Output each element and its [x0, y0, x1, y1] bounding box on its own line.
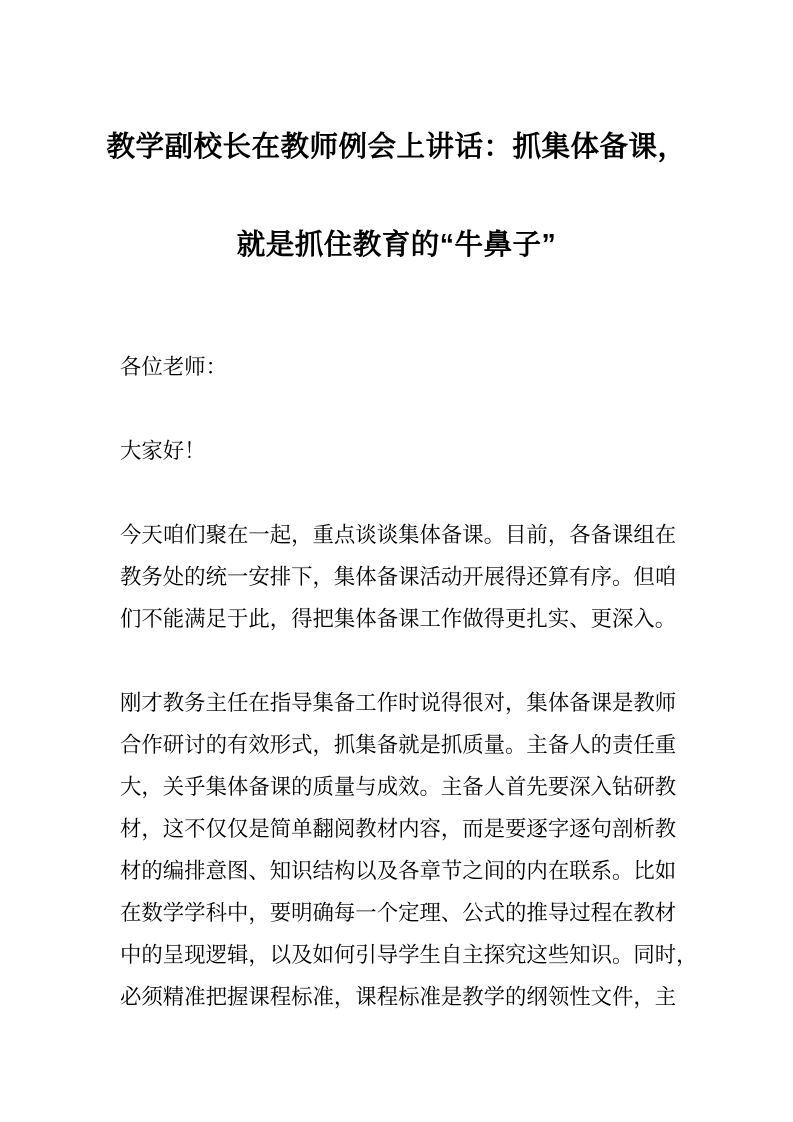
text-line: 材的编排意图、知识结构以及各章节之间的内在联系。比如 [120, 859, 677, 883]
text-line: 必须精准把握课程标准，课程标准是教学的纲领性文件，主 [120, 985, 677, 1009]
text-line: 合作研讨的有效形式，抓集备就是抓质量。主备人的责任重 [120, 733, 677, 757]
paragraph-salutation [120, 346, 677, 388]
paragraph-body-2 [120, 682, 698, 1018]
title-line-1: 教学副校长在教师例会上讲话：抓集体备课， [106, 131, 687, 163]
text-line: 材，这不仅仅是简单翻阅教材内容，而是要逐字逐句剖析教 [120, 817, 677, 841]
text-line: 今天咱们聚在一起，重点谈谈集体备课。目前，各备课组在 [120, 523, 677, 547]
text-line: 中的呈现逻辑，以及如何引导学生自主探究这些知识。同时， [120, 943, 698, 967]
text-line: 在数学学科中，要明确每一个定理、公式的推导过程在教材 [120, 901, 677, 925]
text-line: 大家好！ [120, 439, 206, 463]
text-line: 大，关乎集体备课的质量与成效。主备人首先要深入钻研教 [120, 775, 677, 799]
text-line: 各位老师： [120, 355, 227, 379]
document-body [120, 346, 698, 1060]
text-line: 们不能满足于此，得把集体备课工作做得更扎实、更深入。 [120, 607, 677, 631]
document-title [0, 98, 793, 294]
paragraph-body-1 [120, 514, 677, 640]
title-line-2: 就是抓住教育的“牛鼻子” [236, 229, 557, 261]
text-line: 教务处的统一安排下，集体备课活动开展得还算有序。但咱 [120, 565, 677, 589]
paragraph-greeting [120, 430, 677, 472]
text-line: 刚才教务主任在指导集备工作时说得很对，集体备课是教师 [120, 691, 677, 715]
